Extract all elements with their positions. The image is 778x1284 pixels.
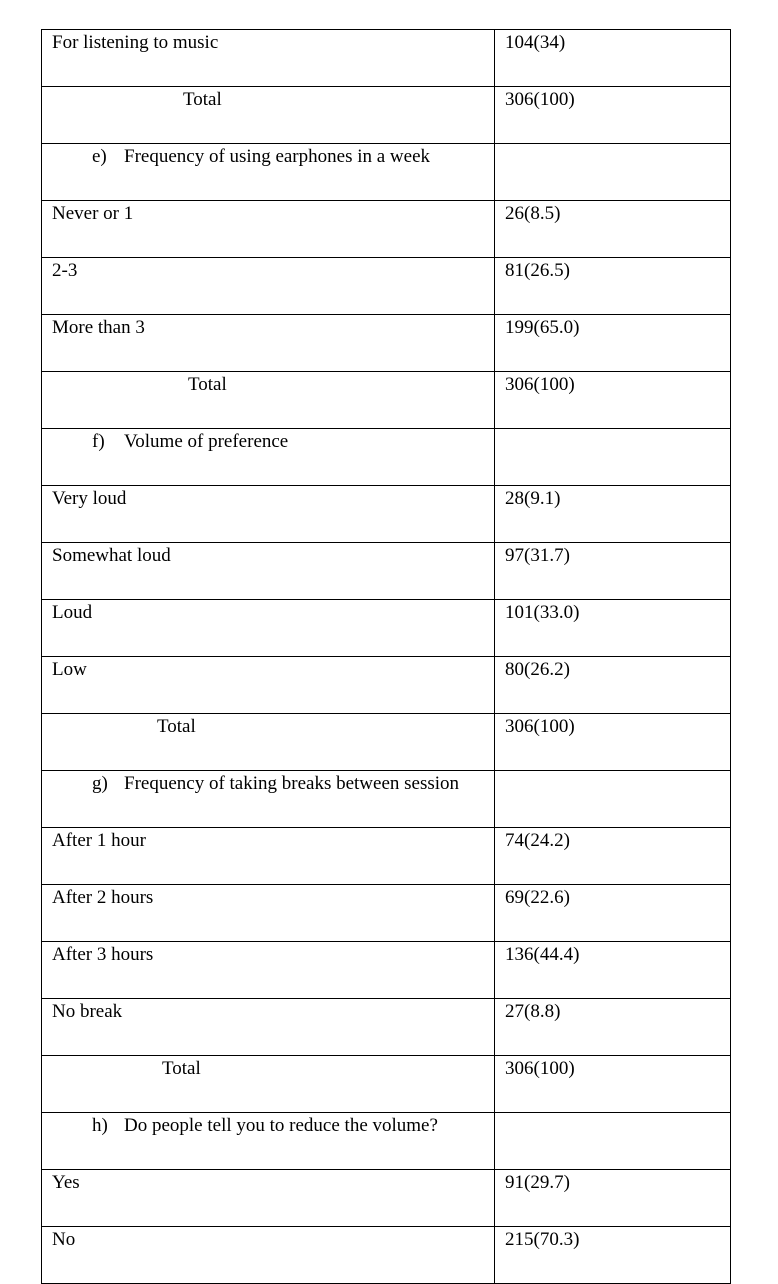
table-row — [42, 600, 731, 657]
table-row — [42, 1227, 731, 1284]
section-marker: h) — [92, 1115, 108, 1136]
value-cell — [495, 315, 731, 372]
section-header-row — [42, 1113, 731, 1170]
table-row — [42, 885, 731, 942]
table-row — [42, 315, 731, 372]
section-title: Frequency of taking breaks between session — [124, 773, 460, 794]
row-label: Yes — [52, 1172, 80, 1193]
row-value: 306(100) — [505, 716, 575, 737]
section-header-row — [42, 429, 731, 486]
section-marker: e) — [92, 146, 107, 167]
label-cell — [42, 1056, 495, 1113]
row-value: 306(100) — [505, 374, 575, 395]
value-cell — [495, 372, 731, 429]
table-row — [42, 657, 731, 714]
row-value: 199(65.0) — [505, 317, 580, 338]
section-title: Do people tell you to reduce the volume? — [124, 1115, 438, 1136]
row-label: Very loud — [52, 488, 127, 509]
label-cell — [42, 315, 495, 372]
row-value: 81(26.5) — [505, 260, 570, 281]
row-label: 2-3 — [52, 260, 78, 281]
section-heading — [52, 432, 288, 451]
value-cell — [495, 1113, 731, 1170]
label-cell — [42, 885, 495, 942]
table-row — [42, 1170, 731, 1227]
value-cell — [495, 1056, 731, 1113]
row-label: No break — [52, 1001, 123, 1022]
table-row — [42, 486, 731, 543]
table-row — [42, 201, 731, 258]
label-cell — [42, 30, 495, 87]
row-value: 28(9.1) — [505, 488, 561, 509]
label-cell — [42, 1227, 495, 1284]
row-label: More than 3 — [52, 317, 145, 338]
table-row — [42, 30, 731, 87]
value-cell — [495, 486, 731, 543]
total-label: Total — [183, 89, 222, 110]
section-heading — [52, 147, 430, 166]
table-row — [42, 828, 731, 885]
value-cell — [495, 201, 731, 258]
label-cell — [42, 657, 495, 714]
total-row — [42, 1056, 731, 1113]
row-value: 104(34) — [505, 32, 566, 53]
row-value: 69(22.6) — [505, 887, 570, 908]
total-row — [42, 372, 731, 429]
table-row — [42, 258, 731, 315]
row-label: After 2 hours — [52, 887, 154, 908]
value-cell — [495, 1170, 731, 1227]
value-cell — [495, 657, 731, 714]
row-value: 26(8.5) — [505, 203, 561, 224]
section-heading — [52, 1116, 438, 1135]
total-label: Total — [162, 1058, 201, 1079]
label-cell — [42, 600, 495, 657]
label-cell — [42, 201, 495, 258]
section-title: Frequency of using earphones in a week — [124, 146, 431, 167]
label-cell — [42, 372, 495, 429]
value-cell — [495, 258, 731, 315]
label-cell — [42, 828, 495, 885]
value-cell — [495, 942, 731, 999]
value-cell — [495, 543, 731, 600]
total-row — [42, 87, 731, 144]
value-cell — [495, 30, 731, 87]
total-row — [42, 714, 731, 771]
row-value: 215(70.3) — [505, 1229, 580, 1250]
label-cell — [42, 1170, 495, 1227]
value-cell — [495, 600, 731, 657]
section-marker: g) — [92, 773, 108, 794]
section-title: Volume of preference — [124, 431, 289, 452]
data-table — [41, 29, 731, 1284]
row-value: 306(100) — [505, 1058, 575, 1079]
value-cell — [495, 144, 731, 201]
table-row — [42, 543, 731, 600]
section-header-row — [42, 144, 731, 201]
value-cell — [495, 999, 731, 1056]
label-cell — [42, 999, 495, 1056]
label-cell — [42, 429, 495, 486]
row-value: 97(31.7) — [505, 545, 570, 566]
row-label: After 1 hour — [52, 830, 146, 851]
row-label: Somewhat loud — [52, 545, 171, 566]
row-label: Never or 1 — [52, 203, 134, 224]
value-cell — [495, 771, 731, 828]
section-marker: f) — [92, 431, 105, 452]
value-cell — [495, 1227, 731, 1284]
value-cell — [495, 714, 731, 771]
label-cell — [42, 771, 495, 828]
row-value: 136(44.4) — [505, 944, 580, 965]
table-row — [42, 942, 731, 999]
label-cell — [42, 486, 495, 543]
row-label: Loud — [52, 602, 93, 623]
value-cell — [495, 885, 731, 942]
row-label: Low — [52, 659, 87, 680]
table-row — [42, 999, 731, 1056]
value-cell — [495, 87, 731, 144]
value-cell — [495, 828, 731, 885]
row-label: After 3 hours — [52, 944, 154, 965]
label-cell — [42, 87, 495, 144]
row-label: No — [52, 1229, 76, 1250]
value-cell — [495, 429, 731, 486]
label-cell — [42, 258, 495, 315]
section-header-row — [42, 771, 731, 828]
table-body — [42, 30, 731, 1284]
row-value: 80(26.2) — [505, 659, 570, 680]
row-value: 74(24.2) — [505, 830, 570, 851]
section-heading — [52, 774, 459, 793]
label-cell — [42, 144, 495, 201]
row-value: 27(8.8) — [505, 1001, 561, 1022]
total-label: Total — [157, 716, 196, 737]
row-value: 91(29.7) — [505, 1172, 570, 1193]
label-cell — [42, 543, 495, 600]
row-value: 101(33.0) — [505, 602, 580, 623]
row-value: 306(100) — [505, 89, 575, 110]
label-cell — [42, 1113, 495, 1170]
label-cell — [42, 942, 495, 999]
label-cell — [42, 714, 495, 771]
total-label: Total — [188, 374, 227, 395]
row-label: For listening to music — [52, 32, 219, 53]
